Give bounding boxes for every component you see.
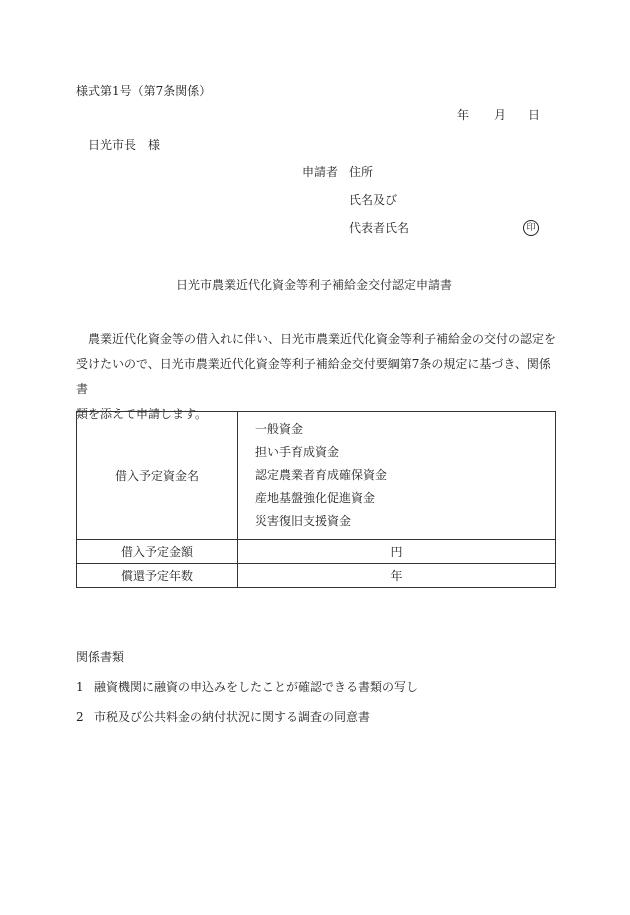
loan-amount-label: 借入予定金額: [77, 540, 238, 564]
repayment-years-label: 償還予定年数: [77, 564, 238, 588]
fund-option: 災害復旧支援資金: [255, 514, 352, 528]
fund-option: 認定農業者育成確保資金: [255, 468, 388, 482]
list-item-number: 1: [76, 680, 84, 694]
document-title: 日光市農業近代化資金等利子補給金交付認定申請書: [176, 278, 453, 292]
date-month: 月: [494, 108, 507, 122]
date-day: 日: [528, 108, 541, 122]
body-line-3: 類を添えて申請します。: [76, 407, 208, 421]
seal-icon: 印: [523, 220, 539, 236]
list-item-text: 市税及び公共料金の納付状況に関する調査の同意書: [94, 710, 371, 724]
address-label: 住所: [349, 165, 374, 179]
attachments-heading: 関係書類: [76, 650, 125, 664]
table-row: [77, 540, 556, 564]
list-item: [76, 710, 370, 724]
list-item-number: 2: [76, 710, 84, 724]
fund-options: [238, 412, 556, 540]
list-item-text: 融資機関に融資の申込みをしたことが確認できる書類の写し: [94, 680, 419, 694]
fund-option: 一般資金: [255, 422, 304, 436]
loan-table: [76, 411, 556, 588]
fund-option: 産地基盤強化促進資金: [255, 491, 376, 505]
fund-option: 担い手育成資金: [255, 445, 340, 459]
table-row: [77, 412, 556, 540]
body-line-2: 受けたいので、日光市農業近代化資金等利子補給金交付要綱第7条の規定に基づき、関係書: [76, 357, 551, 396]
loan-amount-value: 円: [238, 540, 556, 564]
fund-name-label: 借入予定資金名: [77, 412, 238, 540]
name-label: 氏名及び: [349, 193, 398, 207]
applicant-label: 申請者: [302, 165, 339, 179]
form-number: 様式第1号（第7条関係）: [76, 84, 212, 98]
body-line-1: 農業近代化資金等の借入れに伴い、日光市農業近代化資金等利子補給金の交付の認定を: [88, 332, 557, 346]
representative-label: 代表者氏名: [349, 221, 410, 235]
addressee: 日光市長 様: [88, 138, 161, 152]
table-row: [77, 564, 556, 588]
date-year: 年: [457, 108, 470, 122]
repayment-years-value: 年: [238, 564, 556, 588]
list-item: [76, 680, 418, 694]
